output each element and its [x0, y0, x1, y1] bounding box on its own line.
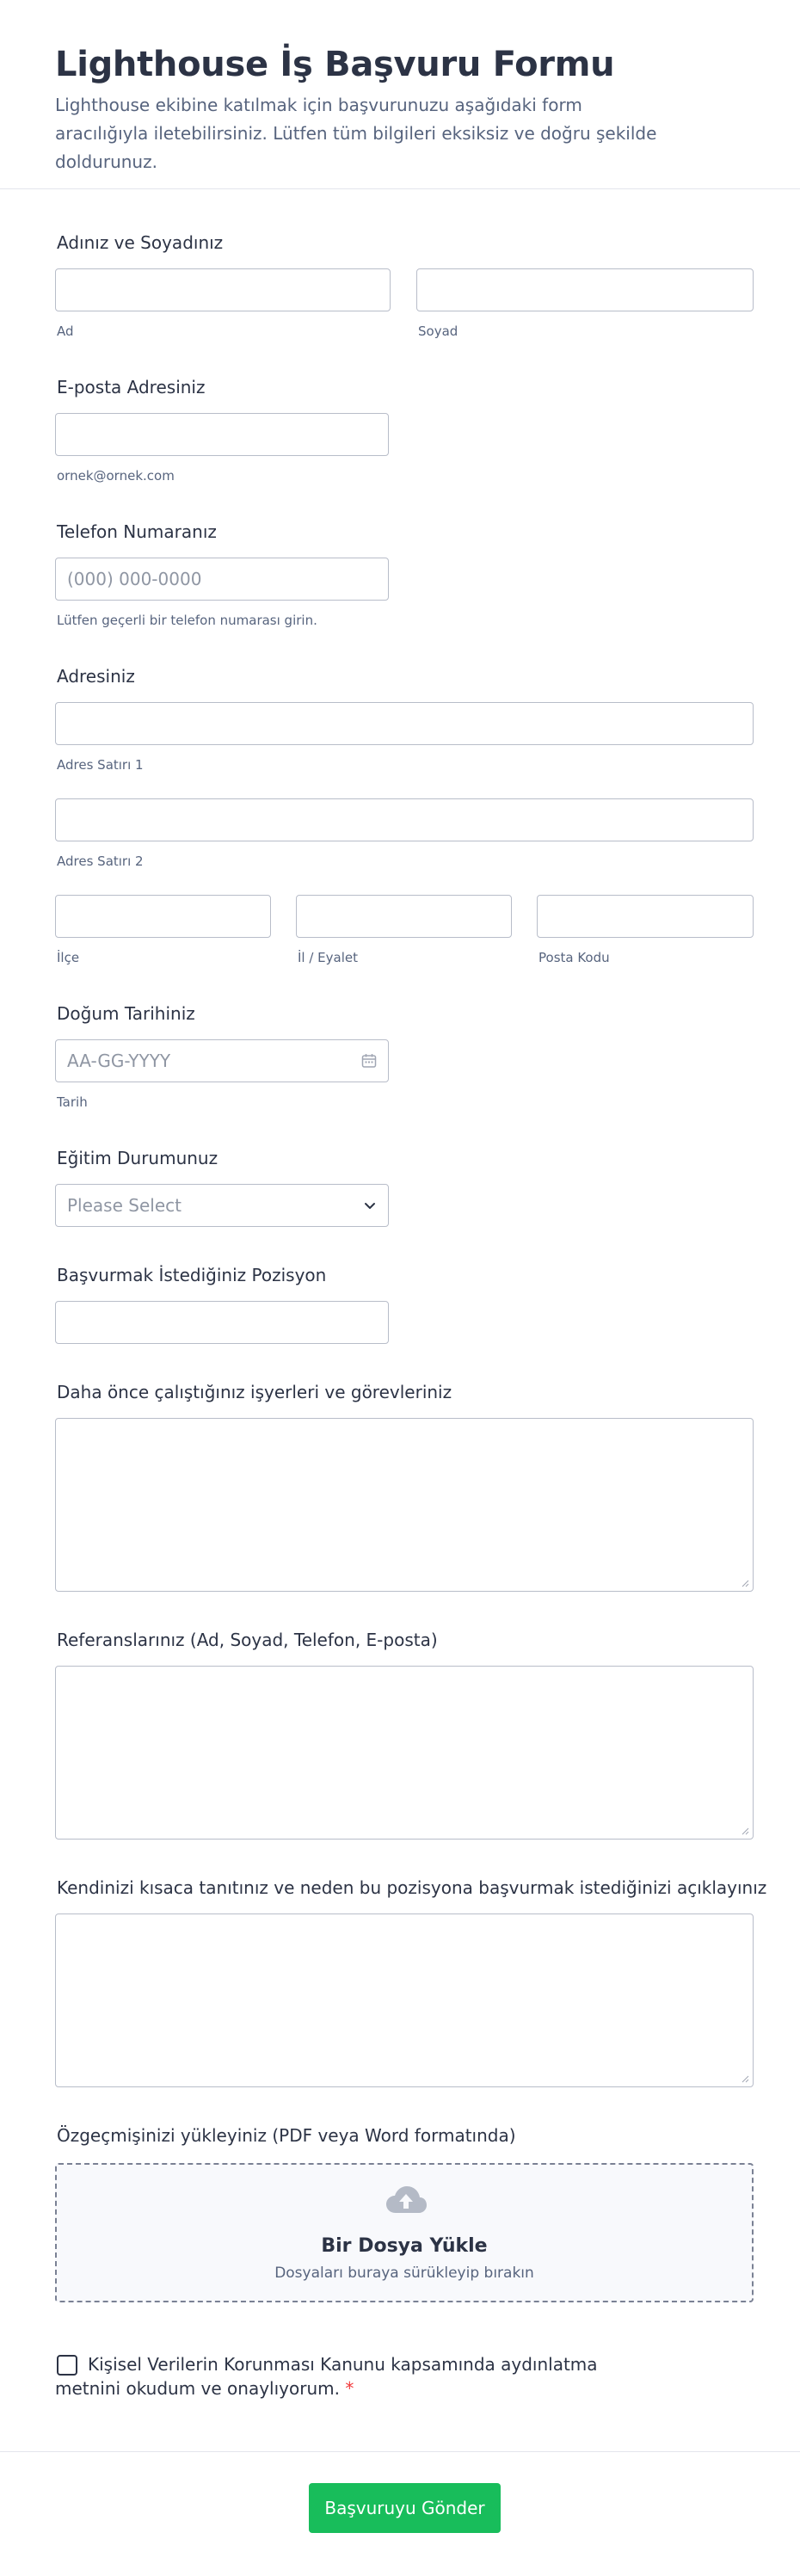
state-input[interactable] [296, 895, 512, 938]
education-label: Eğitim Durumunuz [57, 1148, 218, 1168]
phone-label: Telefon Numaranız [57, 521, 217, 542]
references-textarea[interactable] [55, 1666, 754, 1840]
consent-label [55, 2352, 657, 2400]
birthdate-label: Doğum Tarihiniz [57, 1003, 195, 1024]
address-line1-sublabel: Adres Satırı 1 [57, 757, 144, 773]
last-name-sublabel: Soyad [418, 324, 458, 339]
footer-divider [0, 2451, 800, 2452]
resize-grip-icon[interactable] [741, 1579, 749, 1587]
state-sublabel: İl / Eyalet [298, 950, 359, 965]
phone-placeholder: (000) 000-0000 [67, 569, 202, 589]
first-name-input[interactable] [55, 268, 391, 311]
about-label: Kendinizi kısaca tanıtınız ve neden bu pozisyona başvurmak istediğinizi açıklayınız [57, 1877, 767, 1898]
district-sublabel: İlçe [57, 950, 80, 965]
district-input[interactable] [55, 895, 271, 938]
experience-label: Daha önce çalıştığınız işyerleri ve görevleriniz [57, 1382, 452, 1402]
form-header [0, 0, 800, 189]
file-upload-dropzone[interactable] [55, 2163, 754, 2302]
upload-hint: Dosyaları buraya sürükleyip bırakın [274, 2265, 534, 2282]
resume-label: Özgeçmişinizi yükleyiniz (PDF veya Word formatında) [57, 2125, 516, 2146]
address-line2-input[interactable] [55, 798, 754, 841]
address-line2-sublabel: Adres Satırı 2 [57, 854, 144, 869]
references-label: Referanslarınız (Ad, Soyad, Telefon, E-posta) [57, 1630, 438, 1650]
required-asterisk: * [345, 2378, 354, 2399]
phone-sublabel: Lütfen geçerli bir telefon numarası girin. [57, 613, 317, 628]
cloud-upload-icon [384, 2184, 428, 2218]
consent-text: Kişisel Verilerin Korunması Kanunu kapsamında aydınlatma metnini okudum ve onaylıyorum. [55, 2354, 598, 2399]
resize-grip-icon[interactable] [741, 2074, 749, 2083]
form-title: Lighthouse İş Başvuru Formu [55, 45, 615, 84]
education-selected-value: Please Select [67, 1195, 182, 1216]
name-label: Adınız ve Soyadınız [57, 232, 224, 253]
email-input[interactable] [55, 413, 389, 456]
about-textarea[interactable] [55, 1914, 754, 2087]
education-select[interactable] [55, 1184, 389, 1227]
email-label: E-posta Adresiniz [57, 377, 206, 397]
postal-code-input[interactable] [537, 895, 754, 938]
email-sublabel: ornek@ornek.com [57, 468, 175, 484]
address-line1-input[interactable] [55, 702, 754, 745]
postal-code-sublabel: Posta Kodu [538, 950, 610, 965]
position-input[interactable] [55, 1301, 389, 1344]
last-name-input[interactable] [416, 268, 754, 311]
birthdate-input[interactable] [55, 1039, 389, 1082]
birthdate-sublabel: Tarih [57, 1094, 88, 1110]
submit-button[interactable]: Başvuruyu Gönder [309, 2483, 501, 2533]
resize-grip-icon[interactable] [741, 1827, 749, 1835]
calendar-icon[interactable] [360, 1052, 378, 1069]
position-label: Başvurmak İstediğiniz Pozisyon [57, 1265, 327, 1285]
address-label: Adresiniz [57, 666, 135, 687]
upload-title: Bir Dosya Yükle [321, 2235, 488, 2257]
experience-textarea[interactable] [55, 1418, 754, 1592]
chevron-down-icon [362, 1198, 378, 1213]
phone-input[interactable] [55, 558, 389, 601]
first-name-sublabel: Ad [57, 324, 74, 339]
form-subtitle: Lighthouse ekibine katılmak için başvurunuzu aşağıdaki form aracılığıyla iletebilirsiniz. Lütfen tüm bilgileri eksiksiz ve doğru şekilde doldurunuz. [55, 95, 657, 172]
birthdate-placeholder: AA-GG-YYYY [67, 1051, 171, 1071]
